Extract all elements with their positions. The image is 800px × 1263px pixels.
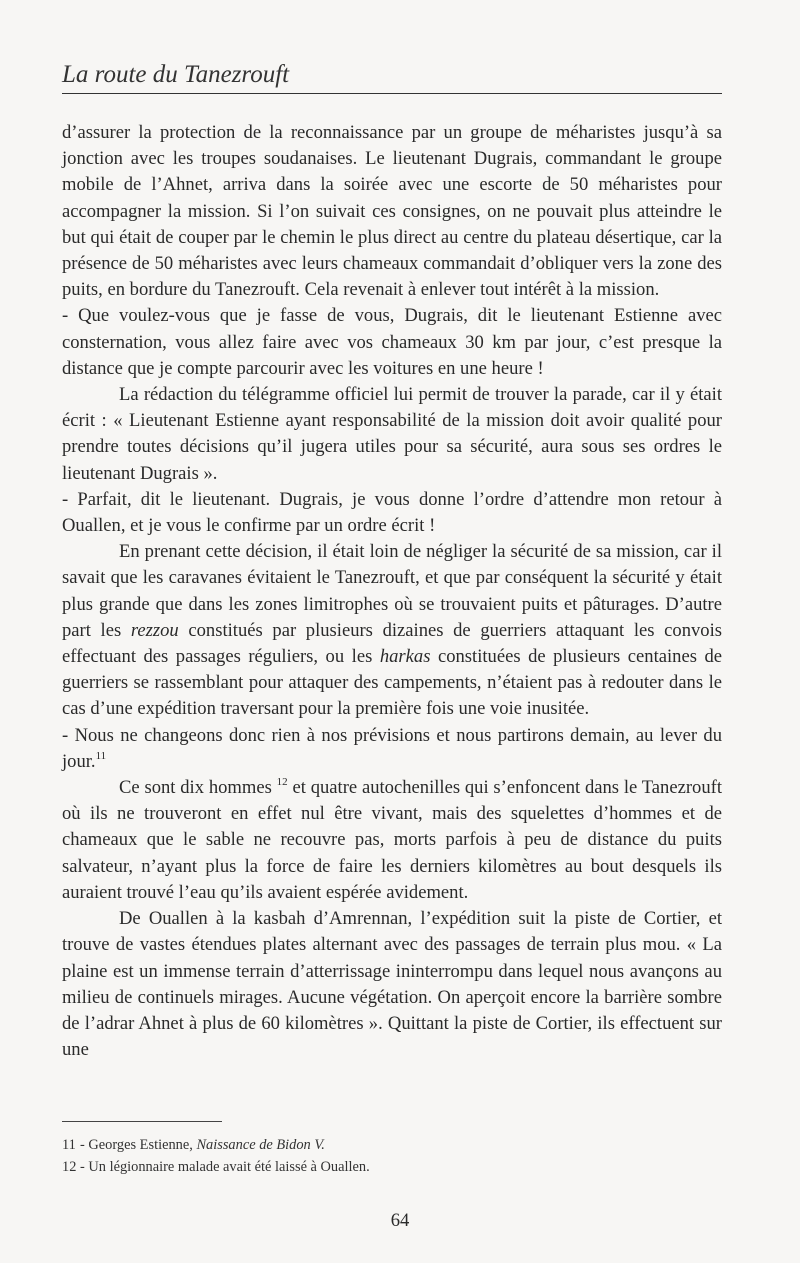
page-number: 64 (390, 1210, 410, 1231)
paragraph (62, 775, 722, 906)
text-run: - Que voulez-vous que je fasse de vous, Dugrais, dit le lieutenant Estienne avec consternation, vous allez faire avec vos chameaux 30 km par jour, c’est presque la distance que je compte parcourir avec les voitures en une heure ! (62, 305, 722, 379)
footnote-ref: 12 (276, 775, 288, 788)
footnote-ref: 11 (95, 749, 107, 762)
paragraph (62, 382, 722, 487)
text-run: - Georges Estienne, (80, 1137, 197, 1153)
paragraph (62, 539, 722, 722)
footnote (62, 1136, 722, 1156)
paragraph (62, 487, 722, 539)
text-run: - Nous ne changeons donc rien à nos prévisions et nous partirons demain, au lever du jour. (62, 724, 722, 772)
running-header (62, 60, 722, 94)
body-text (62, 120, 722, 1063)
text-run: et quatre autochenilles qui s’enfoncent dans le Tanezrouft où ils ne trouveront en effet nul être vivant, mais des squelettes d’hommes et de chameaux que le sable ne recouvre pas, morts parfois à peu de distance du puits salvateur, n’ayant plus la force de faire les derniers kilomètres au bout desquels ils auraient trouvé l’eau qu’ils avaient espérée avidement. (62, 777, 723, 903)
running-title: La route du Tanezrouft (62, 61, 290, 88)
footnotes (62, 1136, 722, 1179)
footnote-separator (62, 1121, 222, 1122)
footnote-number: 12 (62, 1158, 77, 1175)
paragraph (62, 723, 722, 775)
paragraph (62, 120, 722, 303)
text-run: En prenant cette décision, il était loin de négliger la sécurité de sa mission, car il savait que les caravanes évitaient le Tanezrouft, et que par conséquent la sécurité y était plus grande que dans les zones limitrophes où se trouvaient puits et pâturages. D’autre part les (62, 541, 722, 641)
italic-text: rezzou (130, 619, 179, 641)
text-run: d’assurer la protection de la reconnaissance par un groupe de méharistes jusqu’à sa jonction avec les troupes soudanaises. Le lieutenant Dugrais, commandant le groupe mobile de l’Ahnet, arriva dans la soirée avec une escorte de 50 méharistes pour accompagner la mission. Si l’on suivait ces consignes, on ne pouvait plus atteindre le but qui était de couper par le chemin le plus direct au centre du plateau désertique, car la présence de 50 méharistes avec leurs chameaux commandait d’obliquer vers la zone des puits, en bordure du Tanezrouft. Cela revenait à enlever tout intérêt à la mission. (62, 122, 722, 301)
paragraph (62, 906, 722, 1063)
text-run: - Parfait, dit le lieutenant. Dugrais, je vous donne l’ordre d’attendre mon retour à Ouallen, et je vous le confirme par un ordre écrit ! (62, 488, 722, 537)
text-run: constituées de plusieurs centaines de guerriers se rassemblant pour attaquer des campements, n’étaient pas à redouter dans le cas d’une expédition traversant pour la première fois une voie inusitée. (62, 646, 722, 720)
text-run: Ce sont dix hommes (119, 777, 277, 799)
text-run: La rédaction du télégramme officiel lui permit de trouver la parade, car il y était écrit : « Lieutenant Estienne ayant responsabilité de la mission doit avoir qualité pour prendre toutes décisions qu’il jugera utiles pour sa sécurité, aura sous ses ordres le lieutenant Dugrais ». (62, 384, 722, 484)
italic-text: Naissance de Bidon V. (196, 1137, 325, 1153)
text-run: constitués par plusieurs dizaines de guerriers attaquant les convois effectuant des passages réguliers, ou les (62, 619, 722, 668)
text-run: - Un légionnaire malade avait été laissé à Ouallen. (80, 1158, 370, 1175)
footnote-number: 11 (62, 1137, 76, 1153)
text-run: De Ouallen à la kasbah d’Amrennan, l’expédition suit la piste de Cortier, et trouve de vastes étendues plates alternant avec des passages de terrain plus mou. « La plaine est un immense terrain d’atterrissage ininterrompu dans lequel nous avançons au milieu de continuels mirages. Aucune végétation. On aperçoit encore la barrière sombre de l’adrar Ahnet à plus de 60 kilomètres ». Quittant la piste de Cortier, ils effectuent sur une (62, 908, 722, 1061)
footnote (62, 1158, 722, 1178)
paragraph (62, 303, 722, 382)
italic-text: harkas (379, 646, 431, 668)
